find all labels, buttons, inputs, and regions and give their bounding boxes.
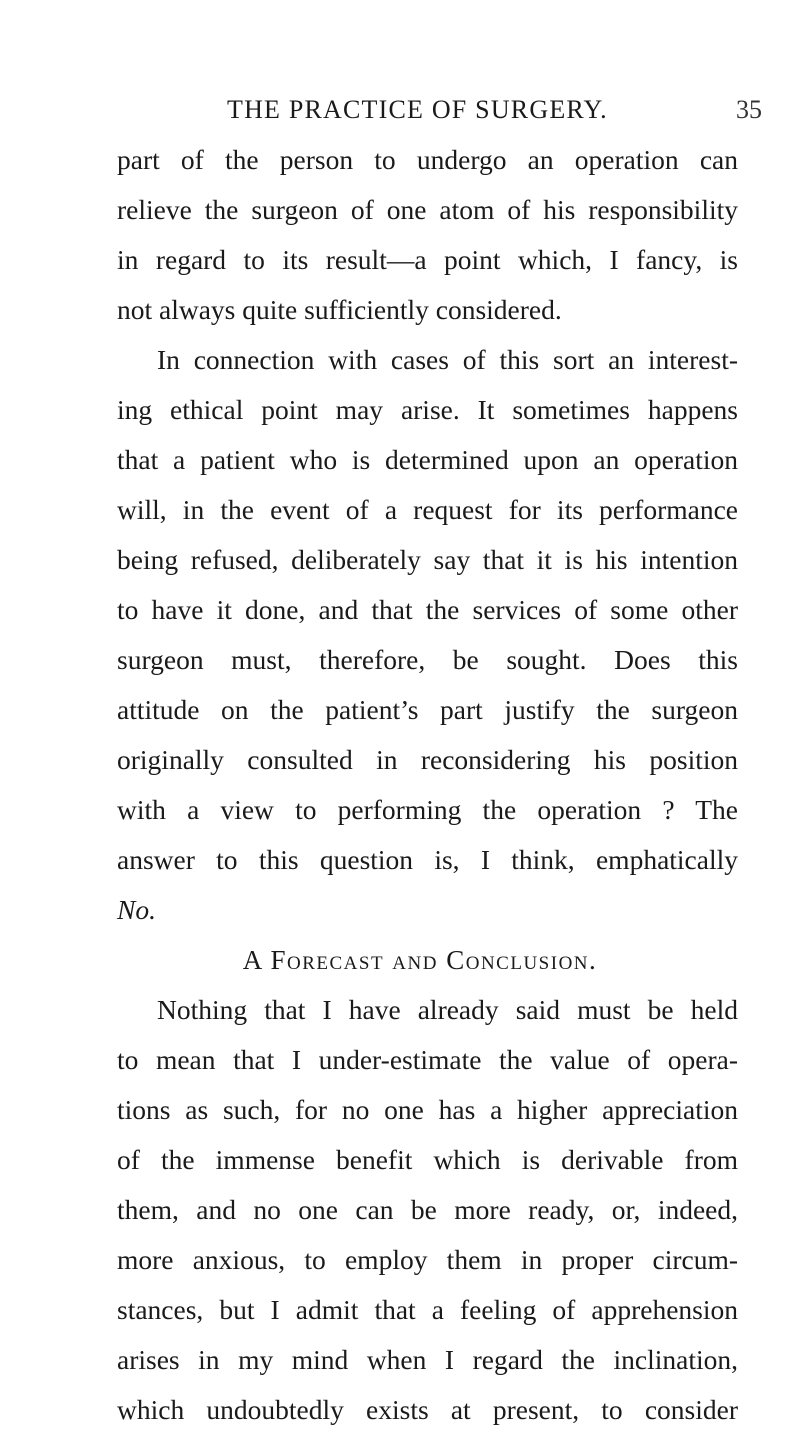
text-line: Nothing that I have already said must be held (157, 994, 738, 1025)
text-line-emphasis: No. (117, 894, 156, 925)
text-line: will, in the event of a request for its performance (117, 494, 738, 525)
text-line: not always quite sufficiently considered. (117, 294, 562, 325)
text-line: part of the person to undergo an operation can (117, 144, 738, 175)
body-text-lower (117, 985, 738, 1435)
text-line: which undoubtedly exists at present, to consider (117, 1394, 738, 1425)
paragraph-forecast (117, 985, 738, 1435)
page-number: 35 (736, 95, 762, 124)
text-line: to have it done, and that the services of some other (117, 594, 738, 625)
body-text-upper (117, 135, 738, 935)
text-line: arises in my mind when I regard the inclination, (117, 1344, 738, 1375)
text-line: being refused, deliberately say that it is his intention (117, 544, 738, 575)
text-line: answer to this question is, I think, emphatically (117, 844, 738, 875)
text-line: relieve the surgeon of one atom of his responsibility (117, 194, 738, 225)
running-head (0, 94, 800, 134)
text-line: attitude on the patient’s part justify the surgeon (117, 694, 738, 725)
paragraph-ethical-point (117, 335, 738, 935)
text-line: of the immense benefit which is derivable from (117, 1144, 738, 1175)
text-line: ing ethical point may arise. It sometimes happens (117, 394, 738, 425)
text-line: originally consulted in reconsidering his position (117, 744, 738, 775)
paragraph-continuation (117, 135, 738, 335)
running-title: THE PRACTICE OF SURGERY. (227, 95, 608, 124)
text-line: them, and no one can be more ready, or, indeed, (117, 1194, 738, 1225)
text-line: more anxious, to employ them in proper circum- (117, 1244, 738, 1275)
section-heading: A Forecast and Conclusion. (242, 945, 598, 975)
text-line: in regard to its result—a point which, I fancy, is (117, 244, 738, 275)
text-line: to mean that I under-estimate the value of opera- (117, 1044, 738, 1075)
text-line: with a view to performing the operation ? The (117, 794, 738, 825)
text-line: stances, but I admit that a feeling of apprehension (117, 1294, 738, 1325)
text-line: that a patient who is determined upon an operation (117, 444, 738, 475)
text-line: tions as such, for no one has a higher appreciation (117, 1094, 738, 1125)
text-line: In connection with cases of this sort an interest- (157, 344, 738, 375)
text-line: surgeon must, therefore, be sought. Does this (117, 644, 738, 675)
